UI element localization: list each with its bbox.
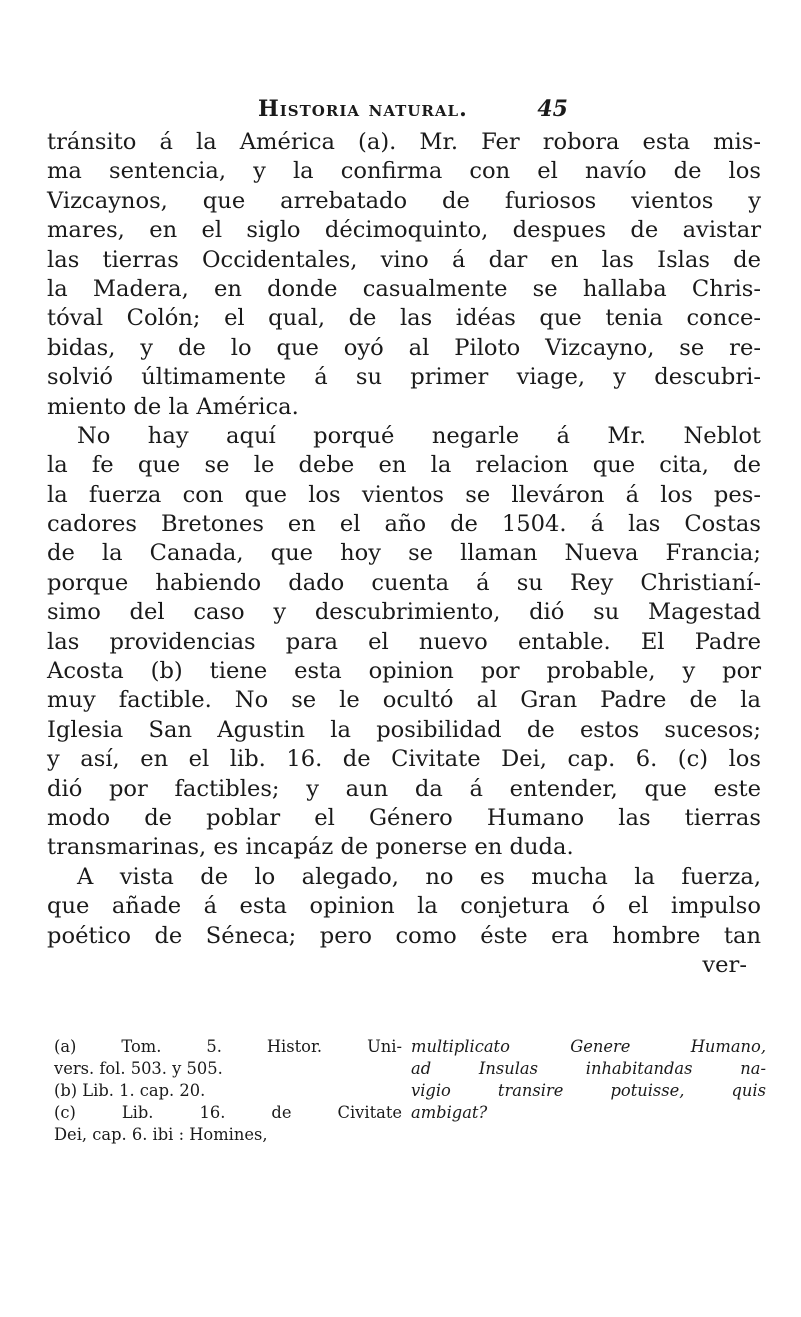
text-line: la fuerza con que los vientos se lleváron á los pes- [47,481,761,508]
body-text [47,128,761,980]
text-line: de la Canada, que hoy se llaman Nueva Francia; [47,540,761,567]
footnotes-right-column [411,1036,766,1124]
text-line: la Madera, en donde casualmente se hallaba Chris- [47,275,761,302]
text-line: simo del caso y descubrimiento, dió su Magestad [47,599,761,626]
text-line: mares, en el siglo décimoquinto, despues de avistar [47,217,761,244]
text-line: tóval Colón; el qual, de las idéas que tenia conce- [47,305,761,332]
footnote-line: Dei, cap. 6. ibi : Homines, [54,1125,268,1144]
text-line: bidas, y de lo que oyó al Piloto Vizcayno, se re- [47,334,761,361]
text-line: y así, en el lib. 16. de Civitate Dei, cap. 6. (c) los [47,746,761,773]
text-line: la fe que se le debe en la relacion que cita, de [47,452,761,479]
footnote-line: multiplicato Genere Humano, [411,1037,766,1056]
footnote-line: (c) Lib. 16. de Civitate [54,1103,402,1122]
footnote-line: (a) Tom. 5. Histor. Uni- [54,1037,402,1056]
catchword: ver- [702,951,747,978]
text-line: No hay aquí porqué negarle á Mr. Neblot [77,422,761,449]
footnote-line: (b) Lib. 1. cap. 20. [54,1081,206,1100]
text-line: Iglesia San Agustin la posibilidad de estos sucesos; [47,716,761,743]
text-line: poético de Séneca; pero como éste era hombre tan [47,922,761,949]
footnote-line: ad Insulas inhabitandas na- [411,1059,766,1078]
text-line: muy factible. No se le ocultó al Gran Padre de la [47,687,761,714]
text-line: Vizcaynos, que arrebatado de furiosos vientos y [47,187,761,214]
text-line: solvió últimamente á su primer viage, y descubri- [47,364,761,391]
footnote-line: vers. fol. 503. y 505. [54,1059,223,1078]
text-line: las tierras Occidentales, vino á dar en las Islas de [47,246,761,273]
footnote-line: ambigat? [411,1103,488,1122]
text-line: A vista de lo alegado, no es mucha la fuerza, [77,863,761,890]
text-line: cadores Bretones en el año de 1504. á las Costas [47,511,761,538]
text-line: transmarinas, es incapáz de ponerse en duda. [47,834,574,861]
text-line: miento de la América. [47,393,299,420]
text-line: ma sentencia, y la confirma con el navío de los [47,158,761,185]
text-line: que añade á esta opinion la conjetura ó el impulso [47,893,761,920]
text-line: las providencias para el nuevo entable. El Padre [47,628,761,655]
text-line: modo de poblar el Género Humano las tierras [47,804,761,831]
footnote-line: vigio transire potuisse, quis [411,1081,766,1100]
text-line: Acosta (b) tiene esta opinion por probable, y por [47,658,761,685]
text-line: dió por factibles; y aun da á entender, que este [47,775,761,802]
page-number: 45 [537,96,568,122]
running-head-title: Historia natural. [258,96,468,122]
text-line: porque habiendo dado cuenta á su Rey Christianí- [47,569,761,596]
footnotes-left-column [54,1036,402,1146]
text-line: tránsito á la América (a). Mr. Fer robora esta mis- [47,129,761,155]
running-head [258,96,568,126]
